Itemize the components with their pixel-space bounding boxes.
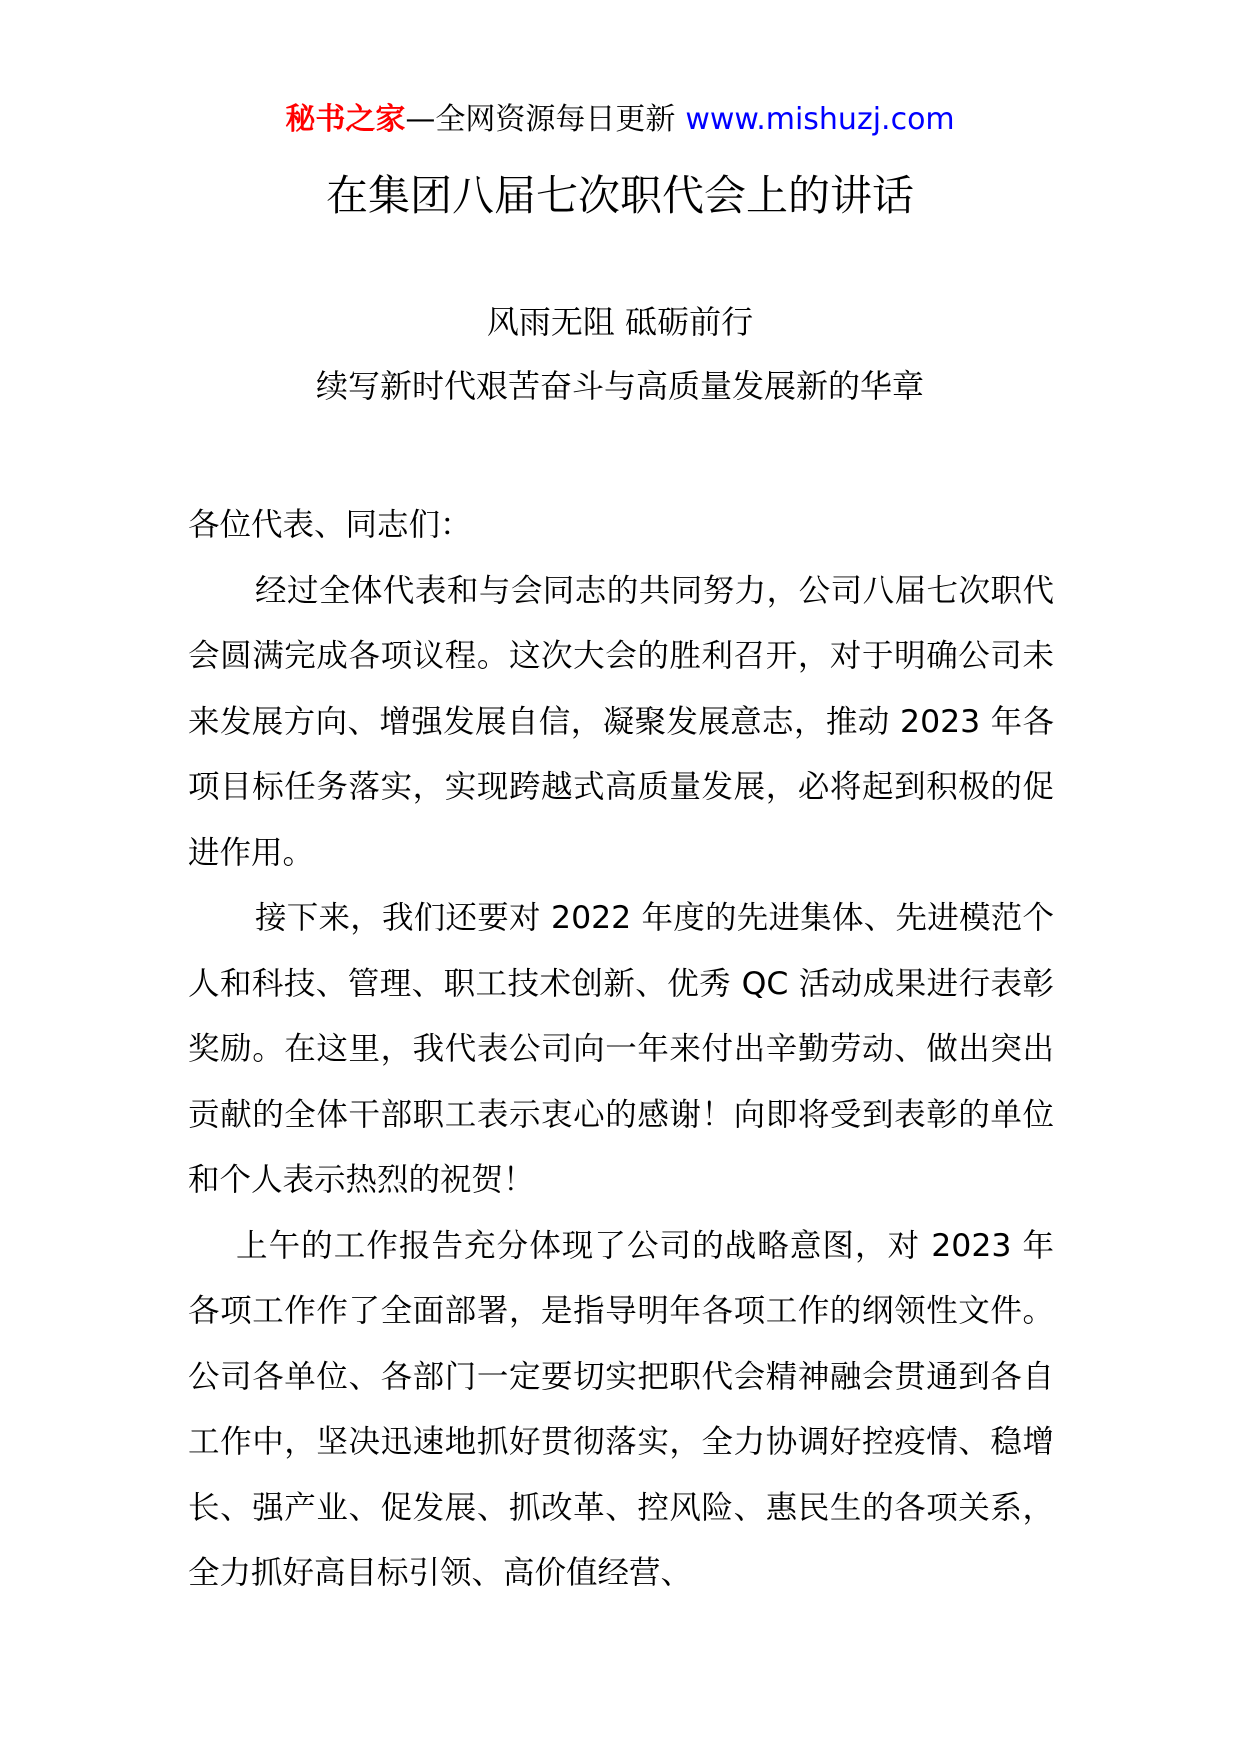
paragraph: 接下来，我们还要对 2022 年度的先进集体、先进模范个人和科技、管理、职工技术创新、优秀 QC 活动成果进行表彰奖励。在这里，我代表公司向一年来付出辛勤劳动、做出突出贡献的全体干部职工表示衷心的感谢！向即将受到表彰的单位和个人表示热烈的祝贺！ [188,900,1054,1198]
site-slogan: —全网资源每日更新 [405,102,676,137]
brand-name: 秘书之家 [285,102,406,137]
greeting: 各位代表、同志们： [188,507,472,543]
site-header [0,100,1240,140]
document-subtitle-line2: 续写新时代艰苦奋斗与高质量发展新的华章 [315,367,924,405]
document-title: 在集团八届七次职代会上的讲话 [325,171,914,220]
site-url-link[interactable]: www.mishuzj.com [685,102,955,137]
paragraph: 经过全体代表和与会同志的共同努力，公司八届七次职代会圆满完成各项议程。这次大会的胜利召开，对于明确公司未来发展方向、增强发展自信，凝聚发展意志，推动 2023 年各项目标任务落实，实现跨越式高质量发展，必将起到积极的促进作用。 [188,572,1054,871]
paragraph: 上午的工作报告充分体现了公司的战略意图，对 2023 年各项工作作了全面部署，是指导明年各项工作的纲领性文件。公司各单位、各部门一定要切实把职代会精神融会贯通到各自工作中，坚决迅速地抓好贯彻落实，全力协调好控疫情、稳增长、强产业、促发展、抓改革、控风险、惠民生的各项关系，全力抓好高目标引领、高价值经营、 [188,1227,1054,1591]
document-body [188,493,1054,1607]
document-subtitle-line1: 风雨无阻 砥砺前行 [486,303,754,341]
